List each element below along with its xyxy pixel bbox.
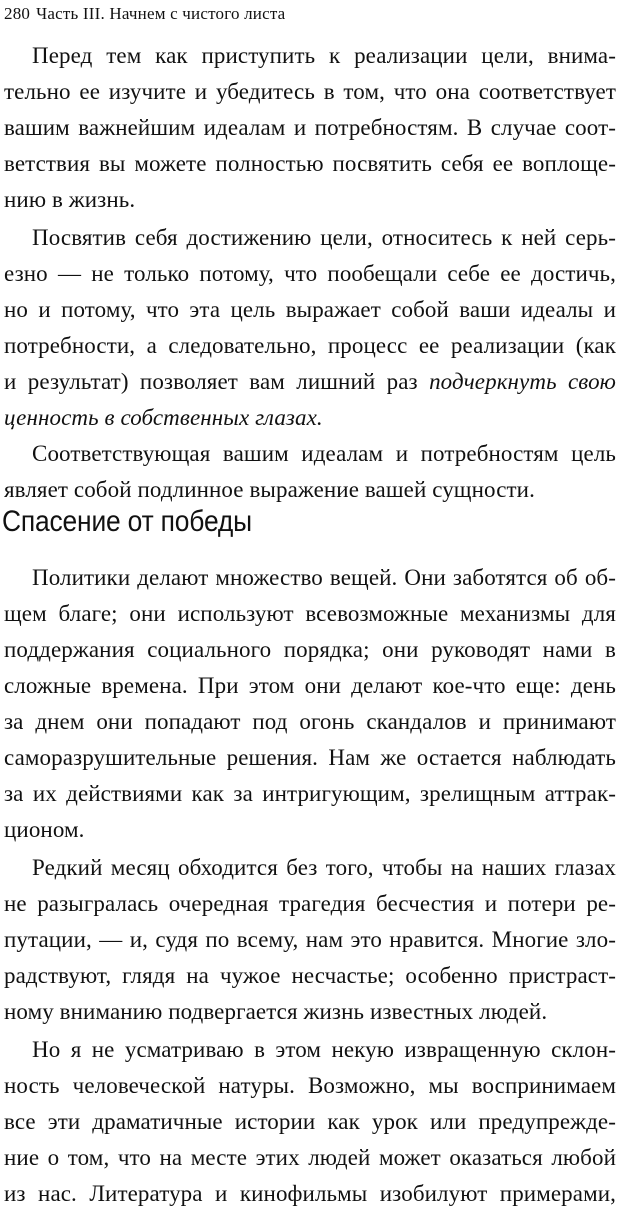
text-line: являет собой подлинное выражение вашей сущности. bbox=[4, 477, 535, 502]
text-line: все эти драматичные истории как урок или предупрежде- bbox=[4, 1109, 616, 1134]
text-line: ветствия вы можете полностью посвятить себя ее воплоще- bbox=[4, 151, 616, 176]
running-header bbox=[4, 2, 604, 26]
text-line: Политики делают множество вещей. Они заботятся об об- bbox=[32, 565, 616, 590]
page-number: 280 bbox=[4, 4, 31, 23]
text-line: вашим важнейшим идеалам и потребностям. В случае соот- bbox=[4, 115, 616, 140]
emphasis-text: подчеркнуть свою bbox=[429, 369, 616, 394]
text-line: Соответствующая вашим идеалам и потребностям цель bbox=[32, 441, 616, 466]
text-line: но и потому, что эта цель выражает собой ваши идеалы и bbox=[4, 297, 616, 322]
text-line: потребности, а следовательно, процесс ее реализации (как bbox=[4, 333, 616, 358]
text-line bbox=[4, 364, 616, 400]
text-line: ному вниманию подвергается жизнь известных людей. bbox=[4, 999, 548, 1024]
text-line: ние о том, что на месте этих людей может оказаться любой bbox=[4, 1145, 616, 1170]
text-fragment: и результат) позволяет вам лишний раз bbox=[4, 369, 418, 394]
text-line: Посвятив себя достижению цели, относитесь к ней серь- bbox=[32, 225, 616, 250]
text-line: Но я не усматриваю в этом некую извращенную склон- bbox=[32, 1037, 616, 1062]
text-line: Редкий месяц обходится без того, чтобы на наших глазах bbox=[32, 855, 616, 880]
text-line bbox=[4, 400, 616, 436]
text-line: ность человеческой натуры. Возможно, мы воспринимаем bbox=[4, 1073, 616, 1098]
text-line: сложные времена. При этом они делают кое-что еще: день bbox=[4, 673, 616, 698]
section-heading: Спасение от победы bbox=[2, 505, 252, 538]
text-line: не разыгралась очередная трагедия бесчестия и потери ре- bbox=[4, 891, 616, 916]
emphasis-text: ценность в собственных глазах. bbox=[4, 405, 323, 430]
text-line: за днем они попадают под огонь скандалов и принимают bbox=[4, 709, 616, 734]
text-line: щем благе; они используют всевозможные механизмы для bbox=[4, 601, 616, 626]
running-title: Часть III. Начнем с чистого листа bbox=[36, 4, 286, 23]
text-line: поддержания социального порядка; они руководят нами в bbox=[4, 637, 616, 662]
text-line: Перед тем как приступить к реализации цели, внима- bbox=[32, 43, 616, 68]
text-line: езно — не только потому, что пообещали себе ее достичь, bbox=[4, 261, 616, 286]
text-line: из нас. Литература и кинофильмы изобилуют примерами, bbox=[4, 1181, 616, 1206]
text-line: радствуют, глядя на чужое несчастье; особенно пристраст- bbox=[4, 963, 616, 988]
text-line: нию в жизнь. bbox=[4, 187, 136, 212]
text-line: саморазрушительные решения. Нам же остается наблюдать bbox=[4, 745, 616, 770]
text-line: путации, — и, судя по всему, нам это нравится. Многие зло- bbox=[4, 927, 616, 952]
text-line: за их действиями как за интригующим, зрелищным аттрак- bbox=[4, 781, 616, 806]
text-line: ционом. bbox=[4, 817, 85, 842]
text-line: тельно ее изучите и убедитесь в том, что она соответствует bbox=[4, 79, 616, 104]
